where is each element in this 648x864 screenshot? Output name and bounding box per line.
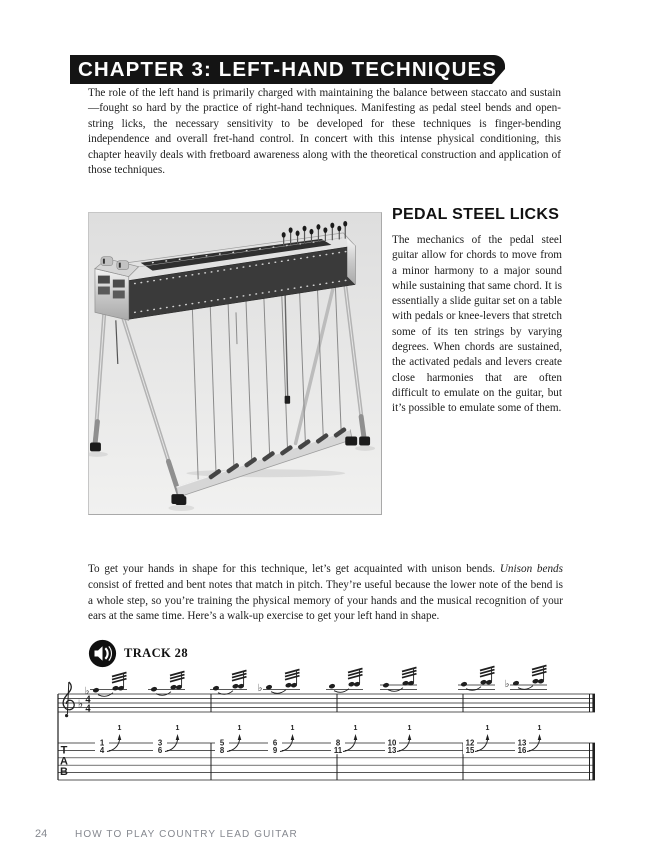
pedal-steel-guitar-illustration [89,213,381,514]
svg-text:8: 8 [219,746,225,756]
svg-text:♭: ♭ [504,678,510,690]
svg-text:9: 9 [272,746,278,756]
book-title: HOW TO PLAY COUNTRY LEAD GUITAR [75,829,298,840]
chapter-title: CHAPTER 3: LEFT-HAND TECHNIQUES [77,58,498,81]
unison-bends-paragraph [88,562,563,625]
svg-text:8: 8 [335,738,341,748]
page-number: 24 [35,828,48,840]
chapter-header-bar [70,55,505,84]
svg-text:15: 15 [465,746,475,756]
svg-text:10: 10 [387,738,397,748]
svg-text:6: 6 [272,738,278,748]
track-label: TRACK 28 [124,646,188,660]
svg-text:5: 5 [219,738,225,748]
pedal-steel-licks-section [392,206,562,417]
svg-text:1: 1 [117,725,122,732]
svg-text:1: 1 [237,725,242,732]
svg-text:12: 12 [465,738,475,748]
svg-text:1: 1 [175,725,180,732]
svg-text:6: 6 [157,746,163,756]
svg-text:4: 4 [99,746,105,756]
svg-text:1: 1 [290,725,295,732]
svg-text:♭: ♭ [84,685,90,697]
svg-text:1: 1 [353,725,358,732]
section-body: The mechanics of the pedal steel guitar allow for chords to move from a minor harmony to a major sound while sustaining that same chord. It is essentially a slide guitar set on a table with pedals or knee-levers that stretch some of its ten strings by varying degrees. When chords are sustained, the activated pedals and levers create close harmonies that are often difficult to emulate on the guitar, but it’s possible to emulate some of them. [392,234,562,415]
staff-and-tab [55,662,600,794]
svg-text:1: 1 [99,738,105,748]
svg-text:T: T [60,744,68,757]
svg-text:1: 1 [537,725,542,732]
exercise-text-1: To get your hands in shape for this technique, let’s get acquainted with unison bends. [88,563,500,575]
pedal-steel-guitar-photo [88,212,382,515]
exercise-text-2: consist of fretted and bent notes that match in pitch. They’re useful because the lower note of the bend is a whole step, so you’re training the physical memory of your hands and the musical recognition of your ears at the same time. Here’s a walk-up exercise to get your left hand in shape. [88,578,563,623]
svg-text:1: 1 [485,725,490,732]
svg-text:1: 1 [407,725,412,732]
svg-text:♭: ♭ [77,697,84,711]
intro-paragraph: The role of the left hand is primarily charged with maintaining the balance between staccato and sustain—fought so hard by the practice of right-hand techniques. Manifesting as pedal steel bends and open-string licks, the necessary sensitivity to be developed for these techniques is finger-bending independence and overall fret-hand control. In concert with this intense physical conditioning, this chapter heavily deals with fretboard awareness along with the theoretical construction and application of those techniques. [88,87,561,177]
svg-text:♭: ♭ [257,682,263,694]
svg-text:B: B [60,766,68,779]
svg-text:13: 13 [387,746,397,756]
svg-text:13: 13 [517,738,527,748]
svg-text:A: A [60,755,68,768]
svg-text:3: 3 [157,738,163,748]
svg-text:4: 4 [85,703,91,715]
svg-text:16: 16 [517,746,527,756]
svg-text:11: 11 [333,746,343,756]
music-notation [55,662,600,794]
section-heading: PEDAL STEEL LICKS [392,206,560,223]
svg-text:4: 4 [85,694,91,706]
unison-bends-term: Unison bends [499,563,563,575]
